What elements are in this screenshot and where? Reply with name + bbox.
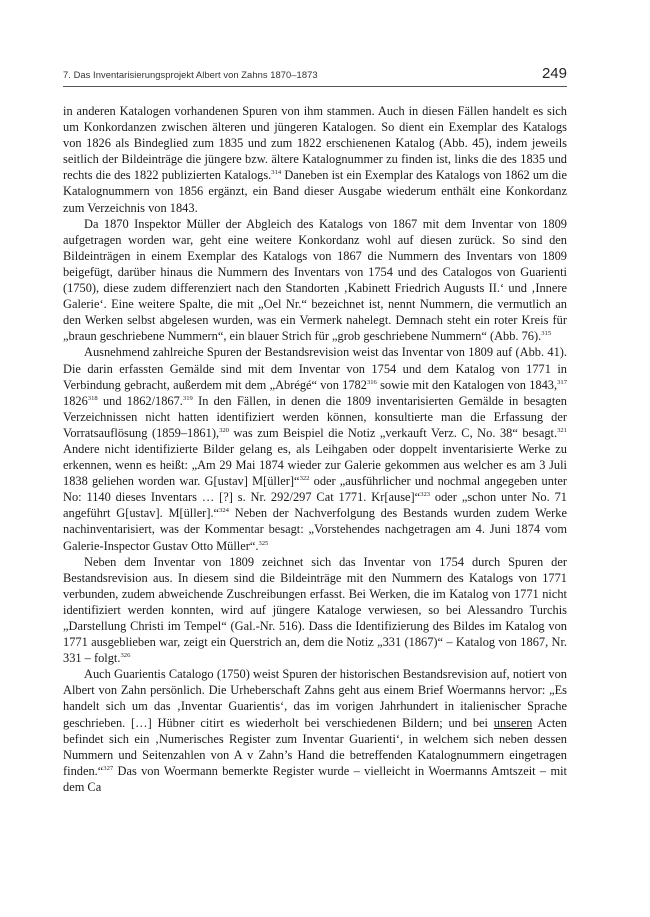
footnote-ref: 315: [541, 330, 552, 338]
paragraph: [63, 666, 567, 795]
running-head: 7. Das Inventarisierungsprojekt Albert von Zahns 1870–1873: [63, 69, 318, 80]
text-run: In den Fällen, in denen die 1809 inventarisierten Gemälde in besagten Verzeichnissen nicht hatten identifiziert werden können, konsultierte man die Erfassung der Vorratsauflösung (1859–1861),: [63, 393, 567, 440]
paragraph: [63, 344, 567, 553]
paragraph: [63, 216, 567, 345]
underlined-text: unseren: [493, 715, 533, 730]
text-run: oder „ausführlicher und nochmal angegeben unter No: 1140 dieses Inventars … [?] s. Nr. 292/297 Cat 1771. Kr[ause]“: [63, 474, 568, 505]
text-run: was zum Beispiel die Notiz „verkauft Verz. C, No. 38“ besagt.: [228, 425, 558, 440]
text-run: 1826: [63, 393, 88, 408]
footnote-ref: 318: [87, 394, 98, 402]
text-run: in anderen Katalogen vorhandenen Spuren von ihm stammen. Auch in diesen Fällen handelt es sich um Konkordanzen zwischen älteren und jüngeren Katalogen. So dient ein Exemplar des Katalogs von 1826 als Bindeglied zum 1835 und zum 1822 erschienenen Katalog (Abb. 45), indem jeweils seitlich der Bildeinträge die jüngere bzw. ältere Katalognummer zu finden ist, links die des 1835 und rechts die des 1822 publizierten Katalogs.: [63, 104, 567, 183]
page-header: [63, 60, 567, 82]
footnote-ref: 317: [557, 378, 567, 386]
text-run: Ausnehmend zahlreiche Spuren der Bestandsrevision weist das Inventar von 1809 auf (Abb. 41). Die darin erfassten Gemälde sind mit dem Inventar von 1754 und dem Katalog von 1771 in Verbindung gebracht, außerdem mit dem „Abrégé“ von 1782: [63, 345, 567, 392]
text-run: sowie mit den Katalogen von 1843,: [376, 377, 558, 392]
footnote-ref: 321: [557, 426, 567, 434]
footnote-ref: 323: [420, 491, 431, 499]
text-run: Da 1870 Inspektor Müller der Abgleich des Katalogs von 1867 mit dem Inventar von 1809 aufgetragen worden war, geht eine weitere Konkordanz wohl auf diesen zurück. So sind den Bildeinträgen in einem Exemplar des Katalogs von 1867 die Nummern des Inventars von 1809 beigefügt, darüber hinaus die Nummern des Inventars von 1754 und des Catalogos von Guarienti (1750), diese zudem differenziert nach den Standorten ‚Kabinett Friedrich Augusts II.‘ und ‚Innere Galerie‘. Eine weitere Spalte, die mit „Oel Nr.“ bezeichnet ist, nennt Nummern, die vermutlich an den Werken selbst abgelesen wurden, was ein Vermerk nahelegt. Demnach steht ein roter Kreis für „braun geschriebene Nummern“, ein blauer Strich für „grob geschriebene Nummern“ (Abb. 76).: [63, 216, 567, 344]
text-run: Daneben ist ein Exemplar des Katalogs von 1862 um die Katalognummern von 1856 ergänzt, ein Band dieser Ausgabe wiederum enthält eine Konkordanz zum Verzeichnis von 1843.: [63, 168, 567, 215]
text-run: Das von Woermann bemerkte Register wurde – vielleicht in Woermanns Amtszeit – mit dem Ca: [63, 763, 567, 794]
text-run: Acten befindet sich ein ‚Numerisches Register zum Inventar Guarienti‘, in welchem sich neben dessen Nummern und Seitenzahlen von A v Zahn’s Hand die betreffenden Katalognummern eingetragen finden.“: [63, 715, 567, 778]
paragraph: [63, 554, 567, 667]
footnote-ref: 320: [219, 426, 229, 434]
header-rule: [63, 86, 567, 87]
text-run: und 1862/1867.: [97, 393, 183, 408]
page-number: 249: [541, 65, 567, 82]
text-run: Neben der Nachverfolgung des Bestands wurden zudem Werke nachinventarisiert, was der Kommentar besagt: „Vorstehendes nachgetragen am 4. Juni 1874 vom Galerie-Inspector Gustav Otto Müller“.: [63, 506, 567, 553]
text-run: Auch Guarientis Catalogo (1750) weist Spuren der historischen Bestandsrevision auf, notiert von Albert von Zahn persönlich. Die Urheberschaft Zahns geht aus einem Brief Woermanns hervor: „Es handelt sich um das ‚Inventar Guarientis‘, das im vorigen Jahrhundert in italienischer Sprache geschrieben. […] Hübner citirt es wiederholt bei verschiedenen Bildern; und bei: [63, 667, 567, 730]
footnote-ref: 325: [258, 539, 269, 547]
footnote-ref: 326: [120, 652, 131, 660]
footnote-ref: 314: [271, 169, 282, 177]
body-text: [63, 103, 567, 795]
footnote-ref: 316: [366, 378, 377, 386]
footnote-ref: 327: [103, 764, 114, 772]
text-run: oder „schon unter No. 71 angeführt G[ustav]. M[üller].“: [63, 490, 567, 521]
paragraph: [63, 103, 567, 216]
footnote-ref: 324: [219, 507, 229, 515]
text-run: Andere nicht identifizierte Bilder gelang es, als Leihgaben oder doppelt inventarisierte Werke zu erkennen, wenn es heißt: „Am 29 Mai 1874 wieder zur Galerie gekommen aus welcher es am 3 Juli 1838 geliehen worden war. G[ustav] M[üller]“: [63, 441, 567, 489]
footnote-ref: 322: [299, 475, 310, 483]
footnote-ref: 319: [182, 394, 193, 402]
text-run: Neben dem Inventar von 1809 zeichnet sich das Inventar von 1754 durch Spuren der Bestandsrevision aus. In diesem sind die Bildeinträge mit den Nummern des Katalogs von 1771 verbunden, zudem abweichende Zuschreibungen erfasst. Bei Werken, die im Katalog von 1771 nicht identifiziert werden konnten, wird auf jüngere Kataloge verwiesen, so bei Alessandro Turchis „Darstellung Christi im Tempel“ (Gal.-Nr. 516). Dass die Identifizierung des Bildes im Katalog von 1771 ausgeblieben war, zeigt ein Querstrich an, dem die Notiz „331 (1867)“ – Katalog von 1867, Nr. 331 – folgt.: [63, 554, 567, 666]
